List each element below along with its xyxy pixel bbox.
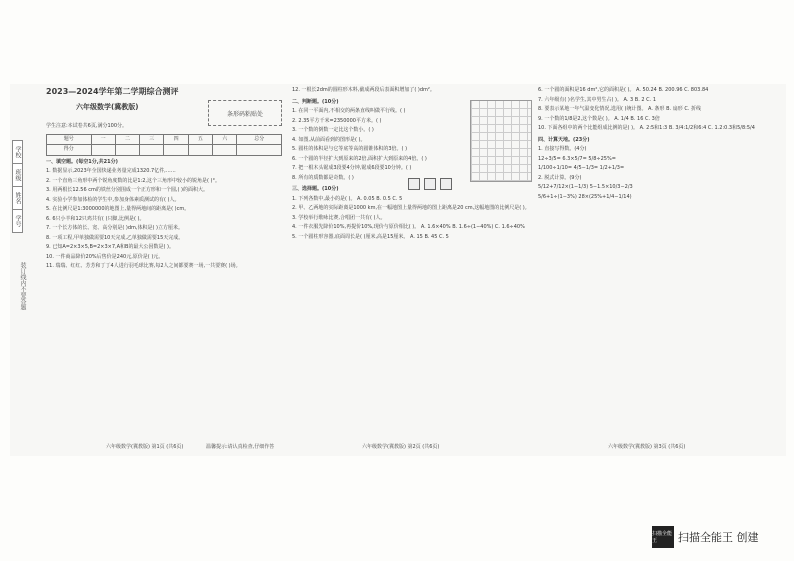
question: 12÷3/5= 6.3×5/7= 5/8÷25%= (538, 155, 616, 162)
watermark-text: 扫描全能王 创建 (678, 531, 759, 544)
question: 2. 2.35平方千米=2350000平方米。( ) (292, 117, 382, 124)
footer-note: 温馨提示:请认真检查,仔细作答 (206, 443, 275, 450)
question: 11. 瑞瑞、红红、芳芳和丁丁4人进行羽毛球比赛,每2人之间都要赛一场,一共要赛( )场。 (46, 263, 241, 270)
question: 12. 一根长2dm的圆柱形木料,截成两段后表面积增加了( )dm²。 (292, 87, 435, 93)
question: 4. 如图,从前面看到的图形是( )。 (292, 136, 366, 143)
class-field: 班级 (12, 163, 23, 187)
question: 10. 一件商品降价20%后售价是240元,原价是( )元。 (46, 253, 164, 260)
score-table (46, 134, 282, 156)
score-header: 三 (140, 134, 164, 145)
question: 9. 已知A=2×3×5,B=2×3×7,A和B的最大公因数是( )。 (46, 244, 174, 251)
cube-figure (408, 178, 452, 190)
question: 1. 在同一平面内,不相交的两条直线叫做平行线。( ) (292, 108, 406, 114)
exam-title: 2023—2024学年第二学期综合测评 (46, 87, 179, 96)
name-field: 姓名 (12, 186, 23, 210)
page-footer: 六年级数学(冀教版) 第2页 (共6页) (362, 443, 440, 450)
question: 3. 一个数的倒数一定比这个数小。( ) (292, 127, 374, 133)
score-header: 四 (164, 134, 188, 145)
question: 8. 要表示某地一年气温变化情况,选用( )统计图。 A. 条形 B. 扇形 C. 折线 (538, 106, 702, 112)
question: 3. 学校举行歌咏比赛,合唱团一共有( )人。 (292, 214, 386, 221)
score-header: 一 (91, 134, 115, 145)
school-field: 学校 (12, 140, 23, 164)
question: 6. 6只小羊和12只鸡共有( )只脚,比例是( )。 (46, 215, 145, 222)
question: 5. 在比例尺是1:3000000的地图上,量得两地间的距离是( )cm。 (46, 206, 190, 213)
section-heading: 一、填空题。(每空1分,共21分) (46, 158, 118, 165)
barcode-area: 条形码粘贴处 (208, 100, 282, 126)
question: 3. 用两根长12.56 cm的铁丝分别围成一个正方形和一个圆,( )的面积大。 (46, 187, 208, 194)
question: 7. 六年级有( )名学生,其中男生占( )。 A. 3 B. 2 C. 1 (538, 96, 657, 103)
question: 7. 一个长方体的长、宽、高分别是( )dm,体积是( )立方厘米。 (46, 225, 183, 232)
question: 6. 一个圆的半径扩大到原来的2倍,面积扩大到原来的4倍。( ) (292, 155, 427, 162)
exam-column-1 (46, 86, 284, 456)
score-header: 总分 (237, 134, 282, 145)
question: 4. 实验小学参加体检的学生中,参加身体素质测试的有( )人。 (46, 196, 180, 203)
score-header: 五 (188, 134, 212, 145)
question: 8. 一项工程,甲单独做需要10天完成,乙单独做需要15天完成。 (46, 234, 184, 241)
page-footer: 六年级数学(冀教版) 第3页 (共6页) (608, 443, 686, 450)
score-row-label: 得分 (47, 145, 92, 156)
question: 8. 所有的质数都是奇数。( ) (292, 174, 354, 181)
question: 2. 一个直角三角形中两个锐角度数的比是1:2,这个三角形中较小的锐角是( )°。 (46, 177, 220, 184)
student-id-field: 学号 (12, 209, 23, 233)
question: 9. 一个数的1/8是2,这个数是( )。 A. 1/4 B. 16 C. 3倍 (538, 115, 660, 122)
question: 1. 直接写得数。(4分) (538, 146, 587, 152)
page-footer: 六年级数学(冀教版) 第1页 (共6页) (106, 443, 184, 450)
score-header: 六 (213, 134, 237, 145)
question: 6. 一个圆的面积是16 dm²,它的面积是( )。 A. 50.24 B. 200.96 C. 803.84 (538, 87, 709, 93)
grid-figure (470, 100, 532, 182)
watermark (652, 526, 759, 548)
exam-subtitle: 六年级数学(冀教版) (76, 103, 139, 112)
score-header: 题号 (47, 134, 92, 145)
question: 5. 一个圆柱形容器,底面周长是( )厘米,高是15厘米。 A. 15 B. 45 C. 5 (292, 233, 449, 240)
binding-line-text: 装订线内不要答题 (19, 262, 26, 310)
question: 1. 下列各数中,最小的是( )。 A. 0.05 B. 0.5 C. 5 (292, 195, 403, 202)
section-heading: 三、选择题。(10分) (292, 186, 339, 192)
exam-info: 学生注意:本试卷共6页,满分100分。 (46, 123, 128, 130)
question: 1. 数据显示,2023年全国快递业务量完成1320.7亿件,…… (46, 168, 176, 175)
question: 2. 脱式计算。(9分) (538, 174, 582, 181)
camscanner-logo-icon: 扫描全能王 (652, 526, 674, 548)
exam-column-3 (538, 86, 778, 456)
section-heading: 二、判断题。(10分) (292, 98, 339, 105)
question: 2. 甲、乙两地的实际距离是1000 km,在一幅地图上量得两地的图上距离是20 cm,这幅地图的比例尺是( )。 (292, 205, 530, 211)
question: 7. 把一根木头锯成3段要4分钟,锯成6段要10分钟。( ) (292, 165, 412, 171)
question: 5. 圆柱的体积是与它等底等高的圆锥体积的3倍。( ) (292, 146, 408, 152)
question: 10. 下面各组中的两个比能组成比例的是( )。 A. 2:5和1:3 B. 3/4:1/2和6:4 C. 1.2:0.3和5/8:5/4 (538, 125, 755, 131)
student-info-strip (12, 140, 36, 232)
score-header: 二 (115, 134, 139, 145)
question: 5/12+7/12×(1−1/3) 5−1.5×10/3−2/3 (538, 184, 633, 190)
question: 5/6+1÷(1−3%) 28×(25%+1/4−1/14) (538, 193, 632, 200)
section-heading: 四、计算天地。(23分) (538, 136, 590, 143)
question: 4. 一件衣服先降价10%,再提价10%,现价与原价相比( )。 A. 1.6×40% B. 1.6÷(1−40%) C. 1.6÷40% (292, 224, 525, 230)
question: 1/100÷1/10= 4/5−1/3= 1/2+1/3= (538, 165, 625, 171)
